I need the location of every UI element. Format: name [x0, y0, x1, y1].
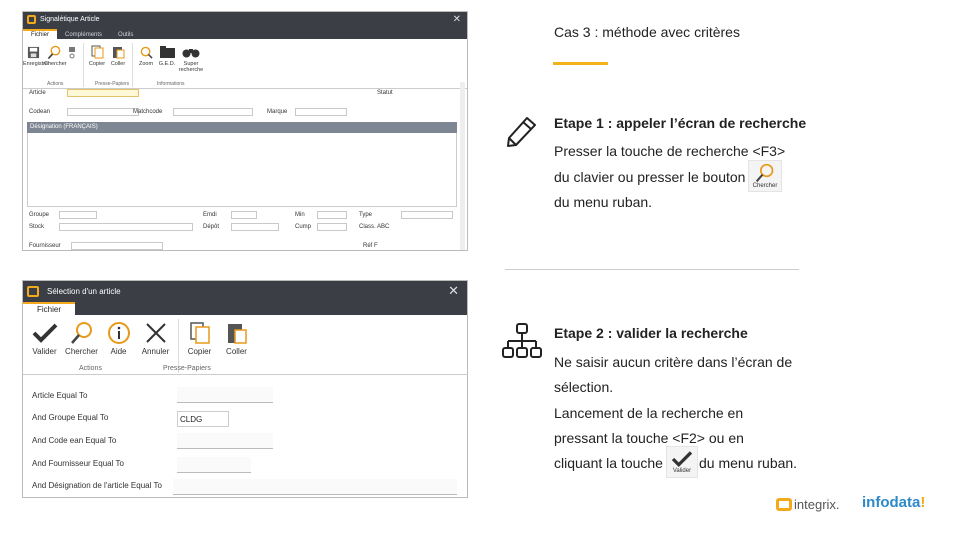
infodata-logo: [862, 494, 925, 511]
type-input[interactable]: [401, 211, 453, 219]
folder-icon: [160, 46, 175, 58]
emdi-label: Emdi: [203, 212, 217, 218]
cancel-icon: [144, 321, 168, 345]
designation-grid-header: Désignation (FRANÇAIS): [27, 122, 457, 133]
integrix-logo: [776, 497, 840, 512]
step2-line5a: cliquant la touche: [554, 455, 663, 471]
paste-button[interactable]: [219, 319, 254, 374]
validate-label: Valider: [32, 347, 57, 356]
paste-label: Coller: [226, 347, 247, 356]
step1-title: Etape 1 : appeler l’écran de recherche: [554, 115, 807, 131]
ribbon-tabs: [23, 27, 467, 39]
search-icon: [47, 45, 62, 60]
window-title: Sélection d'un article: [47, 286, 121, 296]
criterion-codeean-input[interactable]: [177, 433, 273, 449]
emdi-input[interactable]: [231, 211, 257, 219]
info-icon: [107, 321, 131, 345]
step1-line1: Presser la touche de recherche <F3>: [554, 143, 786, 159]
ged-label: G.E.D.: [158, 61, 176, 67]
selection-window: [22, 280, 468, 498]
ref-label: Réf F: [363, 243, 378, 249]
step2-line1: Ne saisir aucun critère dans l’écran de: [554, 354, 793, 370]
delete-button[interactable]: [65, 43, 79, 88]
stock-label: Stock: [29, 224, 45, 230]
tab-fichier[interactable]: Fichier: [23, 29, 57, 39]
codean-label: Codean: [29, 109, 51, 115]
copy-icon: [189, 321, 211, 345]
criterion-groupe-input[interactable]: CLDG: [177, 411, 229, 427]
inline-validate-label: Valider: [672, 468, 692, 474]
fournisseur-input[interactable]: [71, 242, 163, 250]
title-accent-bar: [553, 62, 608, 65]
depot-input[interactable]: [231, 223, 279, 231]
step1-line2: du clavier ou presser le bouton: [554, 169, 746, 185]
delete-icon: [68, 45, 76, 59]
pencil-icon: [503, 112, 539, 148]
ribbon-separator: [83, 43, 84, 87]
criterion-label: And Désignation de l'article Equal To: [32, 481, 162, 490]
tab-outils[interactable]: Outils: [118, 32, 134, 38]
help-button[interactable]: [101, 319, 136, 374]
check-icon: [671, 450, 693, 468]
step2-line2: sélection.: [554, 379, 614, 395]
designation-grid[interactable]: [27, 133, 457, 207]
search-icon: [70, 321, 94, 345]
marque-label: Marque: [267, 109, 288, 115]
section-divider: [505, 269, 799, 270]
window-titlebar: [23, 281, 467, 301]
group-actions: Actions: [47, 81, 64, 87]
inline-search-button: [748, 160, 782, 192]
step2-line3: Lancement de la recherche en: [554, 405, 744, 421]
app-logo-icon: [27, 15, 36, 24]
infodata-text: infodata: [862, 494, 921, 511]
scrollbar[interactable]: [460, 82, 465, 250]
step2-title: Etape 2 : valider la recherche: [554, 325, 748, 341]
cump-label: Cump: [295, 224, 312, 230]
criterion-label: And Code ean Equal To: [32, 436, 117, 445]
window-title: Signalétique Article: [40, 16, 100, 23]
article-label: Article: [29, 90, 46, 96]
copy-icon: [91, 45, 104, 59]
save-icon: [27, 46, 40, 59]
copy-label: Copier: [88, 61, 106, 67]
ribbon: [23, 315, 467, 375]
fournisseur-label: Fournisseur: [29, 243, 61, 249]
window-titlebar: [23, 12, 467, 27]
paste-icon: [226, 321, 248, 345]
zoom-label: Zoom: [138, 61, 154, 67]
type-label: Type: [359, 212, 373, 218]
save-button[interactable]: [23, 43, 50, 88]
zoom-icon: [140, 46, 153, 59]
integrix-mark-icon: [776, 498, 792, 511]
close-icon[interactable]: ✕: [452, 14, 461, 25]
criterion-label: And Fournisseur Equal To: [32, 459, 124, 468]
stock-select[interactable]: [59, 223, 193, 231]
search-label: Chercher: [65, 347, 98, 356]
tab-complements[interactable]: Compléments: [65, 32, 103, 38]
copy-label: Copier: [187, 347, 212, 356]
step2-line4: pressant la touche <F2> ou en: [554, 430, 744, 446]
step1-line3: du menu ruban.: [554, 194, 653, 210]
groupe-label: Groupe: [29, 212, 50, 218]
ribbon: [23, 39, 467, 89]
zoom-button[interactable]: [136, 43, 156, 88]
marque-input[interactable]: [295, 108, 347, 116]
search-label: Chercher: [44, 61, 67, 67]
cancel-label: Annuler: [141, 347, 170, 356]
group-presse-papiers: Presse-Papiers: [95, 81, 130, 87]
integrix-text: integrix.: [794, 497, 840, 512]
check-icon: [32, 322, 58, 344]
super-search-label: Super recherche: [178, 61, 204, 73]
inline-validate-button: [666, 446, 698, 478]
min-input[interactable]: [317, 211, 347, 219]
infodata-mark: !: [920, 494, 926, 511]
close-icon[interactable]: ✕: [448, 283, 459, 298]
cump-input[interactable]: [317, 223, 347, 231]
statut-label: Statut: [377, 90, 393, 96]
criterion-designation-input[interactable]: [173, 479, 457, 495]
matchcode-input[interactable]: [173, 108, 253, 116]
groupe-input[interactable]: [59, 211, 97, 219]
paste-icon: [112, 45, 125, 59]
validate-button[interactable]: [27, 319, 62, 374]
hierarchy-icon: [502, 322, 542, 362]
criterion-article-input[interactable]: [177, 387, 273, 403]
save-label: Enregistrer: [23, 61, 50, 67]
group-informations: Informations: [157, 81, 185, 87]
inline-search-label: Chercher: [752, 183, 778, 189]
ribbon-tabs: [23, 301, 467, 315]
ribbon-separator: [132, 43, 133, 87]
article-input[interactable]: [67, 89, 139, 97]
group-actions: Actions: [79, 365, 102, 372]
app-logo-icon: [27, 286, 39, 297]
class-abc-label: Class. ABC: [359, 224, 390, 230]
paste-label: Coller: [110, 61, 126, 67]
step2-line5b: du menu ruban.: [699, 455, 798, 471]
tab-fichier[interactable]: Fichier: [23, 302, 75, 315]
min-label: Min: [295, 212, 305, 218]
article-window: [22, 11, 468, 251]
criterion-label: Article Equal To: [32, 391, 88, 400]
codean-input[interactable]: [67, 108, 139, 116]
criterion-label: And Groupe Equal To: [32, 413, 109, 422]
criterion-fournisseur-input[interactable]: [177, 457, 251, 473]
group-presse-papiers: Presse-Papiers: [163, 365, 211, 372]
slide-title: Cas 3 : méthode avec critères: [554, 24, 740, 40]
help-label: Aide: [110, 347, 127, 356]
search-icon: [755, 163, 775, 183]
depot-label: Dépôt: [203, 224, 220, 230]
binoculars-icon: [182, 46, 200, 58]
matchcode-label: Matchcode: [133, 109, 163, 115]
